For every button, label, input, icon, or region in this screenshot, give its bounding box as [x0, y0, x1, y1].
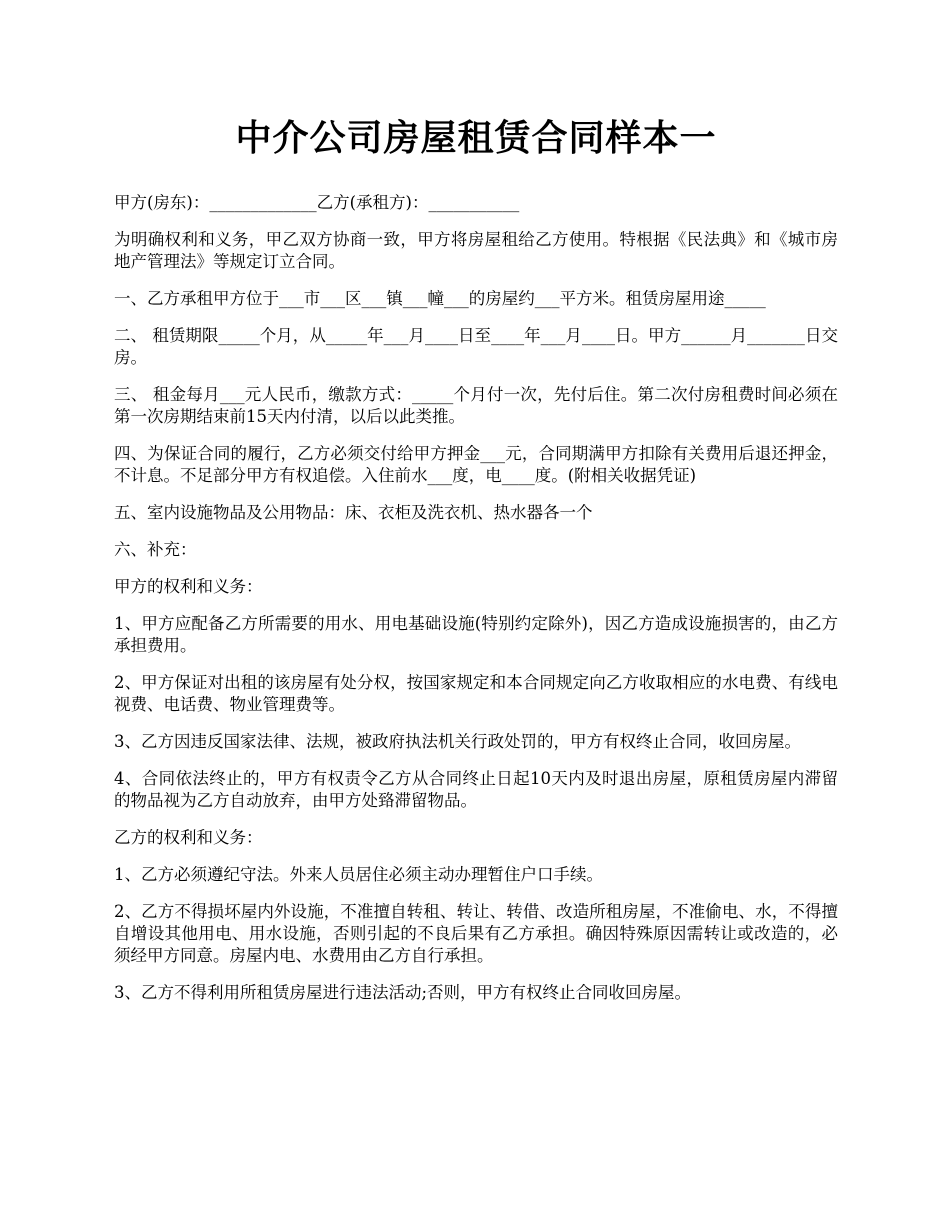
clause-5-facilities: 五、室内设施物品及公用物品：床、衣柜及洗衣机、热水器各一个 — [114, 503, 593, 522]
preamble-paragraph: 为明确权利和义务，甲乙双方协商一致，甲方将房屋租给乙方使用。特根据《民法典》和《城市房地产管理法》等规定订立合同。 — [114, 230, 838, 271]
clause-3-rent: 三、 租金每月___元人民币，缴款方式：_____个月付一次，先付后住。第二次付房租费时间必须在第一次房期结束前15天内付清，以后以此类推。 — [114, 385, 838, 426]
tenant-item-3: 3、乙方不得利用所租赁房屋进行违法活动;否则，甲方有权终止合同收回房屋。 — [114, 983, 692, 1002]
clause-2-term: 二、 租赁期限_____个月，从_____年___月____日至____年___月____日。甲方______月_______日交房。 — [114, 326, 838, 367]
tenant-rights-heading: 乙方的权利和义务： — [114, 828, 263, 847]
tenant-item-2: 2、乙方不得损坏屋内外设施，不准擅自转租、转让、转借、改造所租房屋，不准偷电、水，不得擅自增设其他用电、用水设施，否则引起的不良后果有乙方承担。确因特殊原因需转让或改造的，必须经甲方同意。房屋内电、水费用由乙方自行承担。 — [114, 902, 838, 965]
landlord-item-1: 1、甲方应配备乙方所需要的用水、用电基础设施(特别约定除外)，因乙方造成设施损害的，由乙方承担费用。 — [114, 614, 838, 655]
landlord-item-3: 3、乙方因违反国家法律、法规，被政府执法机关行政处罚的，甲方有权终止合同，收回房屋。 — [114, 732, 801, 751]
landlord-item-4: 4、合同依法终止的，甲方有权责令乙方从合同终止日起10天内及时退出房屋，原租赁房屋内滞留的物品视为乙方自动放弃，由甲方处臵滞留物品。 — [114, 769, 838, 810]
parties-line: 甲方(房东)：_____________乙方(承租方)：___________ — [114, 193, 520, 212]
document-title: 中介公司房屋租赁合同样本一 — [235, 117, 717, 159]
landlord-item-2: 2、甲方保证对出租的该房屋有处分权，按国家规定和本合同规定向乙方收取相应的水电费、有线电视费、电话费、物业管理费等。 — [114, 673, 838, 714]
clause-4-deposit: 四、为保证合同的履行，乙方必须交付给甲方押金___元，合同期满甲方扣除有关费用后退还押金，不计息。不足部分甲方有权追偿。入住前水___度，电____度。(附相关收据凭证) — [114, 444, 838, 485]
clause-1-premises: 一、乙方承租甲方位于___市___区___镇___幢___的房屋约___平方米。租赁房屋用途_____ — [114, 289, 766, 308]
clause-6-supplement: 六、补充： — [114, 540, 197, 559]
document-page — [114, 0, 838, 1004]
tenant-item-1: 1、乙方必须遵纪守法。外来人员居住必须主动办理暂住户口手续。 — [114, 865, 603, 884]
landlord-rights-heading: 甲方的权利和义务： — [114, 577, 263, 596]
